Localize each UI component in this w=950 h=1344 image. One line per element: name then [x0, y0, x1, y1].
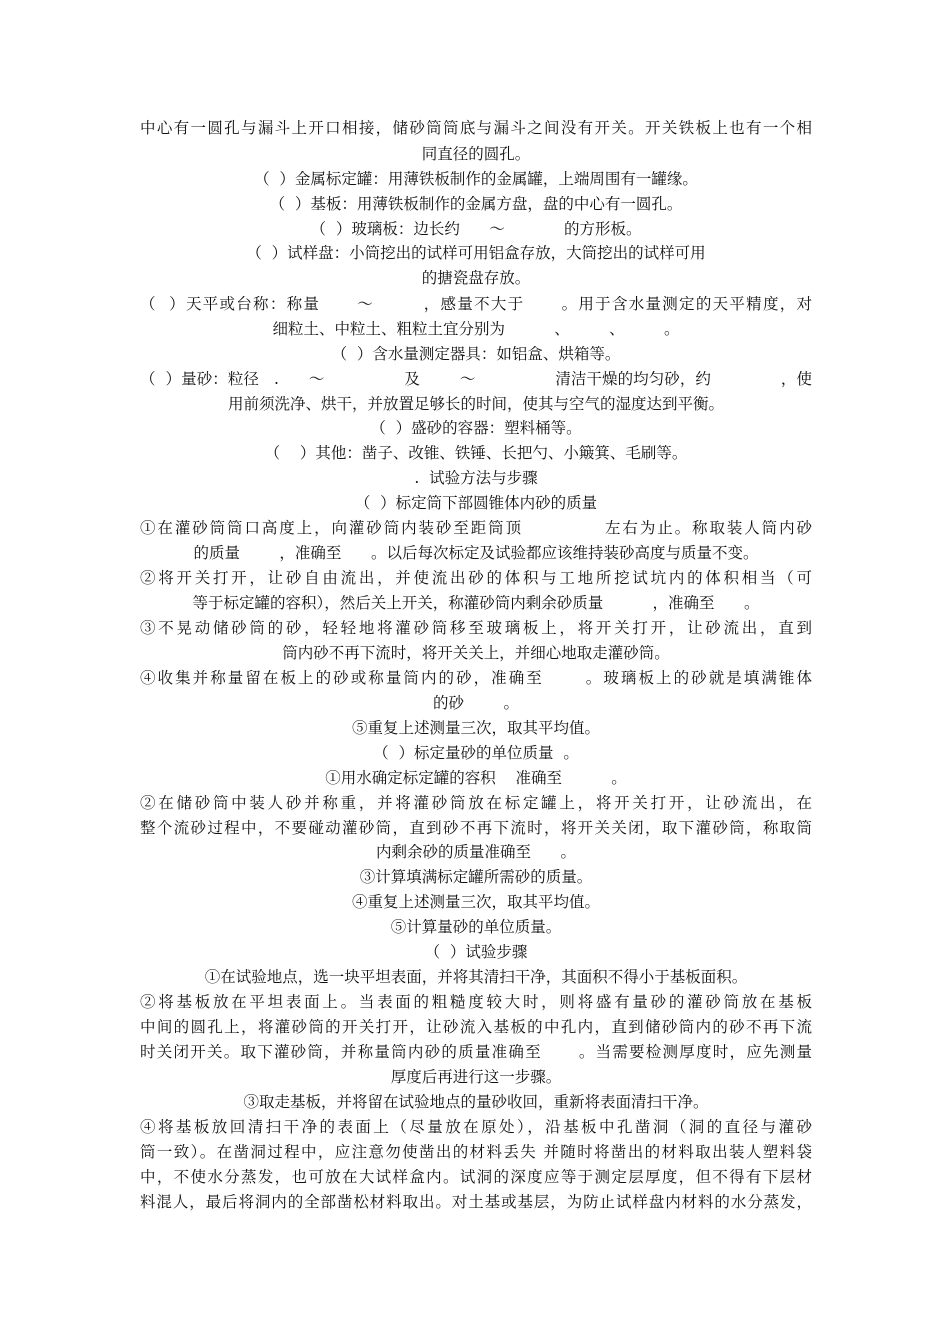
text-line: ③计算填满标定罐所需砂的质量。 — [359, 868, 593, 886]
section-heading: . 试验方法与步骤 — [414, 469, 538, 487]
text-line: （ ）玻璃板：边长约 ～ 的方形板。 — [310, 220, 642, 238]
text-line: 等于标定罐的容积），然后关上开关，称灌砂筒内剩余砂质量 ，准确至 。 — [192, 594, 760, 612]
text-line: 中间的圆孔上，将灌砂筒的开关打开，让砂流入基板的中孔内，直到储砂筒内的砂不再下流 — [140, 1018, 812, 1036]
text-line: （ ）量砂：粒径 . ～ 及 ～ 清洁干燥的均匀砂，约 ，使 — [140, 370, 812, 388]
text-line: ⑤重复上述测量三次，取其平均值。 — [351, 719, 600, 737]
text-line: （ ）含水量测定器具：如铝盒、烘箱等。 — [331, 345, 621, 363]
text-line: ④将基板放回清扫干净的表面上（尽量放在原处），沿基板中孔凿洞（洞的直径与灌砂 — [140, 1118, 812, 1136]
text-line: （ ）其他：凿子、改锥、铁锤、长把勺、小簸箕、毛刷等。 — [264, 444, 688, 462]
text-line: ②将基板放在平坦表面上。当表面的粗糙度较大时，则将盛有量砂的灌砂筒放在基板 — [140, 993, 812, 1011]
text-line: （ ）天平或台称：称量 ～ ，感量不大于 。用于含水量测定的天平精度，对 — [140, 295, 812, 313]
text-line: 同直径的圆孔。 — [421, 145, 531, 163]
text-line: 的砂 。 — [433, 694, 519, 712]
text-line: ④收集并称量留在板上的砂或称量筒内的砂，准确至 。玻璃板上的砂就是填满锥体 — [140, 669, 812, 687]
text-line: （ ）试样盘：小筒挖出的试样可用铝盒存放，大筒挖出的试样可用 — [246, 244, 706, 262]
text-line: 中，不使水分蒸发，也可放在大试样盒内。试洞的深度应等于测定层厚度，但不得有下层材 — [140, 1168, 812, 1186]
text-line: ①在试验地点，选一块平坦表面，并将其清扫干净，其面积不得小于基板面积。 — [204, 968, 748, 986]
text-line: 的质量 ，准确至 。以后每次标定及试验都应该维持装砂高度与质量不变。 — [193, 544, 759, 562]
text-line: 整个流砂过程中，不要碰动灌砂筒，直到砂不再下流时，将开关关闭，取下灌砂筒，称取筒 — [140, 819, 812, 837]
text-line: ③不晃动储砂筒的砂，轻轻地将灌砂筒移至玻璃板上，将开关打开，让砂流出，直到 — [140, 619, 812, 637]
text-line: ②将开关打开，让砂自由流出，并使流出砂的体积与工地所挖试坑内的体积相当（可 — [140, 569, 812, 587]
text-line: 厚度后再进行这一步骤。 — [390, 1068, 562, 1086]
text-line: 筒内砂不再下流时，将开关关上，并细心地取走灌砂筒。 — [282, 644, 670, 662]
text-line: 时关闭开关。取下灌砂筒，并称量筒内砂的质量准确至 。当需要检测厚度时，应先测量 — [140, 1043, 812, 1061]
text-line: ①在灌砂筒筒口高度上，向灌砂筒内装砂至距筒顶 左右为止。称取装人筒内砂 — [140, 519, 812, 537]
text-line: ③取走基板，并将留在试验地点的量砂收回，重新将表面清扫干净。 — [243, 1093, 709, 1111]
text-line: （ ）基板：用薄铁板制作的金属方盘，盘的中心有一圆孔。 — [269, 195, 683, 213]
text-line: 筒一致）。在凿洞过程中，应注意勿使凿出的材料丢失 并随时将凿出的材料取出装人塑料袋 — [140, 1143, 812, 1161]
text-line: （ ）试验步骤 — [424, 943, 528, 961]
text-line: （ ）标定量砂的单位质量 。 — [373, 744, 579, 762]
text-line: 细粒土、中粒土、粗粒土宜分别为 、 、 。 — [272, 320, 680, 338]
text-line: ④重复上述测量三次，取其平均值。 — [351, 893, 600, 911]
text-line: 料混人，最后将洞内的全部凿松材料取出。对土基或基层，为防止试样盘内材料的水分蒸发， — [140, 1193, 812, 1211]
text-line: 用前须洗净、烘干，并放置足够长的时间，使其与空气的湿度达到平衡。 — [227, 395, 724, 413]
text-line: 中心有一圆孔与漏斗上开口相接，储砂筒筒底与漏斗之间没有开关。开关铁板上也有一个相 — [140, 119, 812, 137]
text-line: 的搪瓷盘存放。 — [421, 269, 531, 287]
text-line: ⑤计算量砂的单位质量。 — [390, 918, 562, 936]
text-line: 内剩余砂的质量准确至 。 — [375, 843, 577, 861]
text-line: （ ）盛砂的容器：塑料桶等。 — [370, 419, 582, 437]
text-line: （ ）金属标定罐：用薄铁板制作的金属罐，上端周围有一罐缘。 — [254, 170, 698, 188]
text-line: ②在储砂筒中装人砂并称重，并将灌砂筒放在标定罐上，将开关打开，让砂流出，在 — [140, 794, 812, 812]
text-line: ①用水确定标定罐的容积 准确至 。 — [325, 769, 627, 787]
text-line: （ ）标定筒下部圆锥体内砂的质量 — [354, 494, 598, 512]
